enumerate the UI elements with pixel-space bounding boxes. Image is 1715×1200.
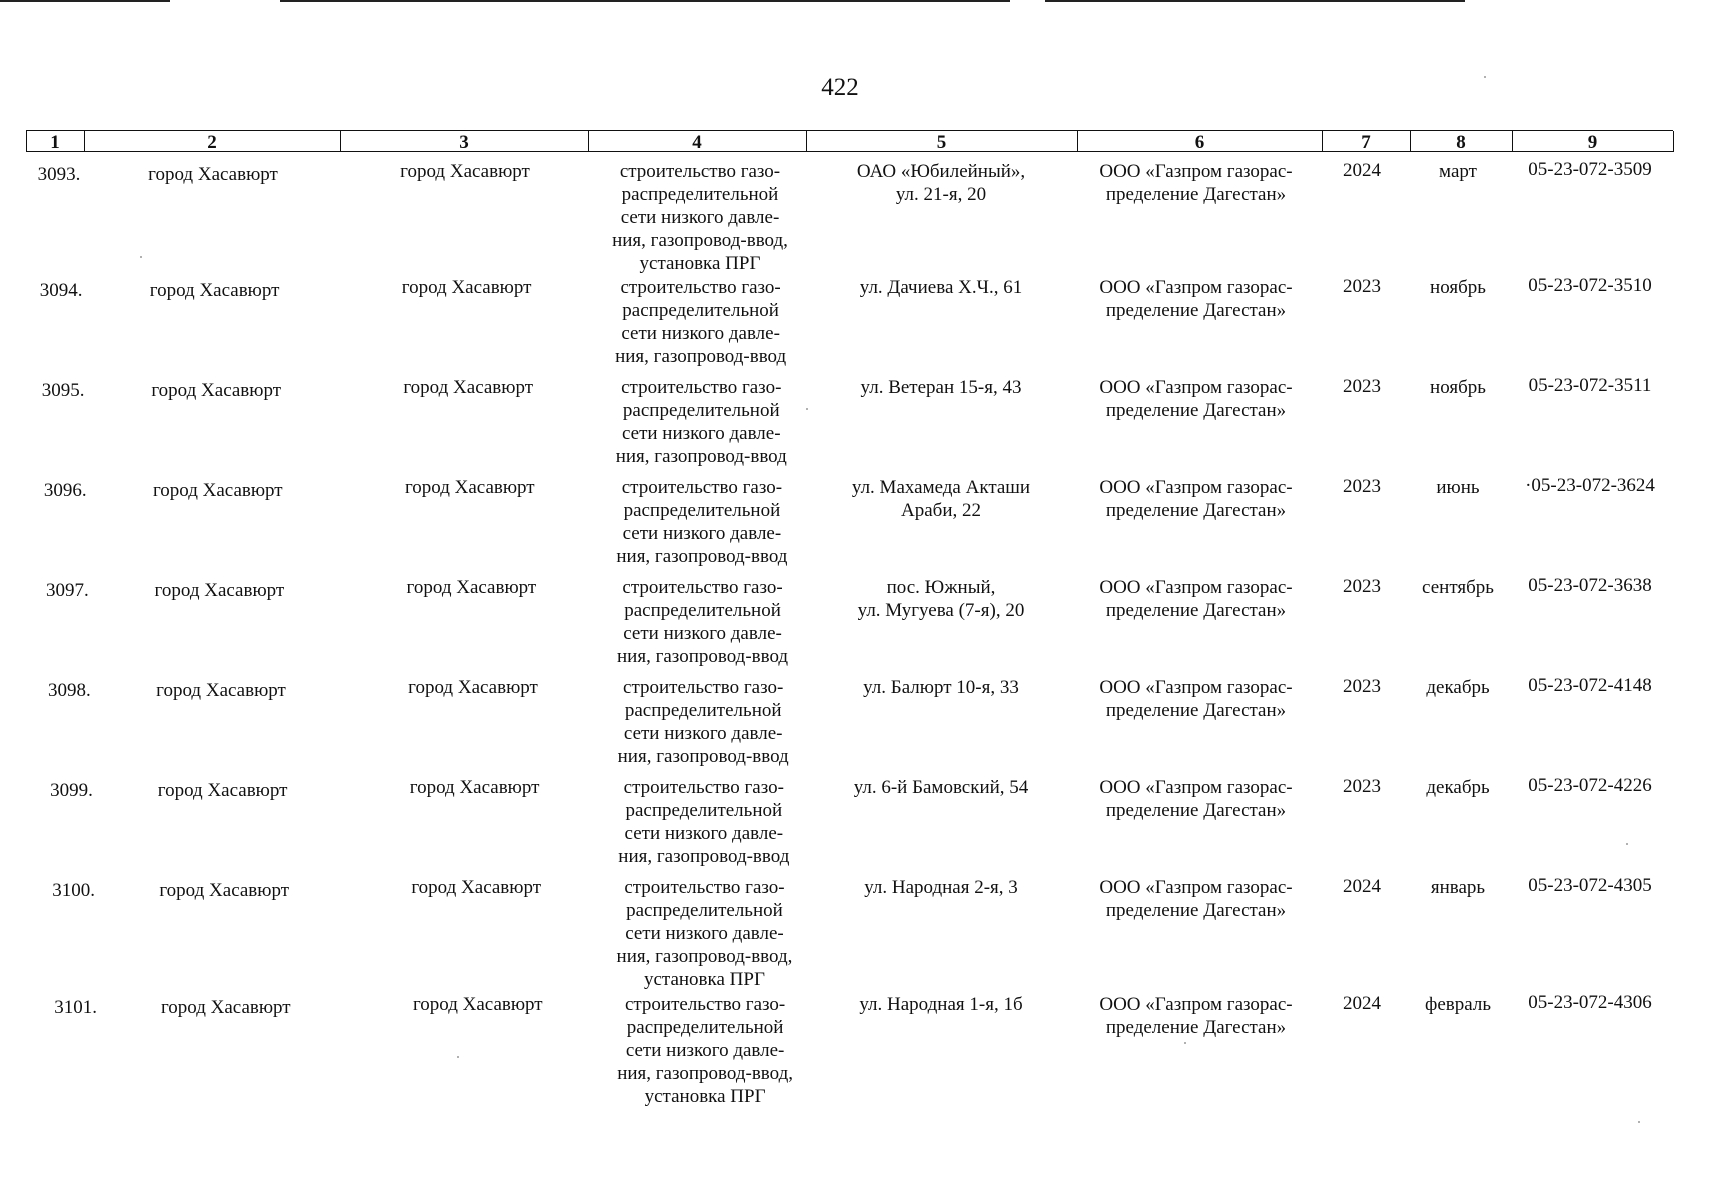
organization-line: пределение Дагестан» [1105,700,1287,721]
work-description-line: строительство газо- [622,577,783,598]
scan-speck [140,256,142,258]
municipality: город Хасавюрт [156,680,286,701]
work-description-line: распределительной [626,1017,784,1038]
work-description-line: ния, газопровод-ввод [615,446,787,467]
scan-speck [457,1056,459,1058]
organization-line: ООО «Газпром газорас- [1099,577,1293,598]
year: 2024 [1343,993,1381,1014]
organization-line: пределение Дагестан» [1105,184,1287,205]
work-description-line: установка ПРГ [639,253,761,274]
header-col-1: 1 [50,132,60,153]
work-description-line: строительство газо- [624,994,786,1015]
work-description-line: сети низкого давле- [625,1040,785,1061]
work-description-line: сети низкого давле- [621,423,781,444]
project-code: 05-23-072-3511 [1528,375,1652,396]
municipality: город Хасавюрт [148,164,278,185]
row-number: 3099. [50,780,93,801]
work-description-line: ния, газопровод-ввод [617,646,789,667]
settlement: город Хасавюрт [408,677,538,698]
work-description-line: ния, газопровод-ввод [616,546,788,567]
project-code: 05-23-072-3510 [1528,275,1652,296]
work-description-line: строительство газо- [621,377,782,398]
header-col-3: 3 [459,132,469,153]
month: декабрь [1426,677,1490,698]
scan-edge-line [280,0,1010,2]
work-description-line: распределительной [621,184,779,205]
organization-line: пределение Дагестан» [1105,900,1287,921]
organization-line: пределение Дагестан» [1105,600,1287,621]
header-col-2: 2 [207,132,217,153]
header-col-5: 5 [936,132,947,153]
work-description-line: сети низкого давле- [625,923,784,944]
page-number: 422 [821,74,859,101]
month: январь [1430,877,1486,898]
address-line: ул. Народная 1-я, 1б [859,994,1023,1015]
work-description-line: ния, газопровод-ввод [615,346,787,367]
work-description-line: строительство газо- [623,777,784,798]
year: 2023 [1343,476,1381,497]
month: сентябрь [1422,577,1494,598]
row-number: 3100. [52,880,95,901]
work-description-line: ния, газопровод-ввод, [612,230,788,251]
month: март [1439,161,1477,182]
address-line: ул. 21-я, 20 [895,184,987,205]
month: ноябрь [1430,277,1486,298]
work-description-line: распределительной [622,400,780,421]
address-line: ул. Ветеран 15-я, 43 [860,377,1022,398]
address-line: ул. Дачиева Х.Ч., 61 [859,277,1023,298]
municipality: город Хасавюрт [149,280,280,301]
year: 2024 [1343,160,1381,181]
work-description-line: строительство газо- [620,277,781,298]
month: февраль [1425,994,1491,1015]
municipality: город Хасавюрт [159,880,290,901]
work-description-line: распределительной [625,800,783,821]
address-line: ул. Балюрт 10-я, 33 [863,677,1019,698]
work-description-line: распределительной [624,700,782,721]
header-top-border [26,130,1673,131]
organization-line: ООО «Газпром газорас- [1099,994,1293,1015]
row-number: 3096. [43,480,87,501]
work-description-line: сети низкого давле- [620,207,780,228]
work-description-line: сети низкого давле- [622,523,782,544]
project-code: 05-23-072-3509 [1528,159,1652,180]
header-col-7: 7 [1361,132,1371,153]
work-description-line: ния, газопровод-ввод [617,746,789,767]
scan-edge-line [0,0,170,2]
year: 2023 [1343,376,1381,397]
address-line: ул. Мугуева (7-я), 20 [857,600,1025,621]
organization-line: ООО «Газпром газорас- [1099,377,1293,398]
settlement: город Хасавюрт [411,877,542,898]
organization-line: пределение Дагестан» [1105,300,1287,321]
row-number: 3101. [54,997,98,1018]
work-description-line: строительство газо- [621,477,783,498]
header-col-4: 4 [692,132,702,153]
address-line: пос. Южный, [886,577,996,598]
project-code: 05-23-072-4305 [1528,875,1652,896]
settlement: город Хасавюрт [406,577,537,598]
month: декабрь [1426,777,1490,798]
row-number: 3094. [39,280,83,301]
municipality: город Хасавюрт [160,997,291,1018]
scan-speck [1638,1121,1640,1123]
settlement: город Хасавюрт [400,161,530,182]
year: 2023 [1343,576,1381,597]
work-description-line: распределительной [623,500,781,521]
row-number: 3093. [37,164,81,185]
organization-line: ООО «Газпром газорас- [1099,777,1293,798]
municipality: город Хасавюрт [157,780,288,801]
municipality: город Хасавюрт [154,580,285,601]
organization-line: пределение Дагестан» [1105,800,1287,821]
month: июнь [1436,477,1480,498]
work-description-line: ния, газопровод-ввод [618,846,790,867]
month: ноябрь [1430,377,1486,398]
work-description-line: распределительной [624,600,781,621]
scan-speck [1484,76,1486,78]
header-column-divider [1673,131,1674,152]
organization-line: пределение Дагестан» [1105,400,1287,421]
settlement: город Хасавюрт [403,377,534,398]
row-number: 3098. [48,680,91,701]
organization-line: ООО «Газпром газорас- [1099,677,1293,698]
work-description-line: установка ПРГ [644,1086,766,1107]
project-code: ·05-23-072-3624 [1525,475,1655,496]
address-line: ул. 6-й Бамовский, 54 [853,777,1029,798]
project-code: 05-23-072-4226 [1528,775,1652,796]
organization-line: пределение Дагестан» [1105,1017,1287,1038]
header-col-9: 9 [1587,132,1598,153]
organization-line: ООО «Газпром газорас- [1099,161,1293,182]
work-description-line: распределительной [626,900,783,921]
settlement: город Хасавюрт [404,477,535,498]
address-line: Араби, 22 [901,500,981,521]
address-line: ул. Народная 2-я, 3 [864,877,1018,898]
address-line: ОАО «Юбилейный», [856,161,1026,182]
work-description-line: сети низкого давле- [623,723,783,744]
work-description-line: сети низкого давле- [624,823,784,844]
settlement: город Хасавюрт [401,277,532,298]
scan-speck [1626,843,1628,845]
settlement: город Хасавюрт [412,994,543,1015]
settlement: город Хасавюрт [409,777,540,798]
municipality: город Хасавюрт [151,380,282,401]
address-line: ул. Махамеда Акташи [851,477,1031,498]
organization-line: ООО «Газпром газорас- [1099,877,1293,898]
organization-line: пределение Дагестан» [1105,500,1287,521]
municipality: город Хасавюрт [152,480,283,501]
scan-edge-line [1045,0,1465,2]
work-description-line: сети низкого давле- [623,623,782,644]
work-description-line: распределительной [622,300,779,321]
work-description-line: сети низкого давле- [621,323,780,344]
organization-line: ООО «Газпром газорас- [1099,277,1293,298]
header-col-6: 6 [1194,132,1205,153]
project-code: 05-23-072-4148 [1528,675,1652,696]
row-number: 3097. [45,580,89,601]
project-code: 05-23-072-4306 [1528,992,1652,1013]
year: 2023 [1343,776,1381,797]
year: 2023 [1343,676,1381,697]
organization-line: ООО «Газпром газорас- [1099,477,1293,498]
work-description-line: строительство газо- [624,877,785,898]
scan-speck [806,408,808,410]
work-description-line: строительство газо- [619,161,781,182]
scan-speck [1184,1042,1186,1044]
header-col-8: 8 [1456,132,1466,153]
project-code: 05-23-072-3638 [1528,575,1652,596]
work-description-line: установка ПРГ [643,969,765,990]
year: 2024 [1343,876,1381,897]
work-description-line: ния, газопровод-ввод, [617,1063,794,1084]
table-header [26,132,1673,152]
work-description-line: строительство газо- [623,677,784,698]
work-description-line: ния, газопровод-ввод, [616,946,793,967]
row-number: 3095. [41,380,85,401]
year: 2023 [1343,276,1381,297]
